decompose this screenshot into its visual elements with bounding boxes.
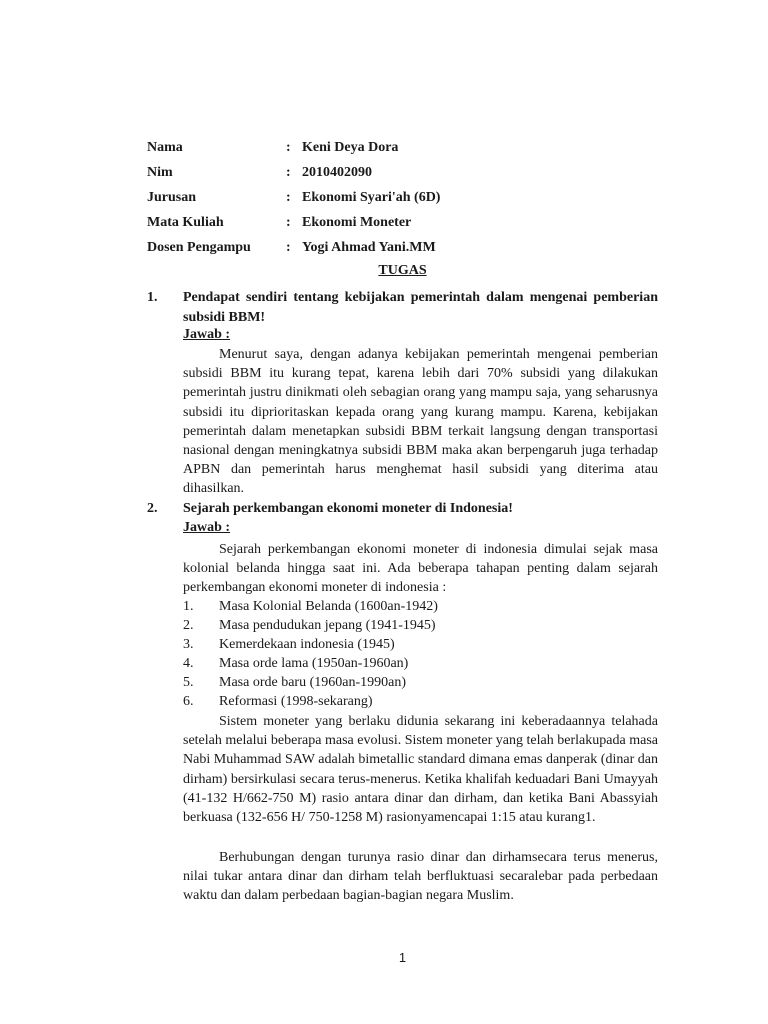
list-number: 3. [183, 637, 194, 652]
info-label: Dosen Pengampu [147, 240, 251, 255]
info-colon: : [286, 215, 291, 230]
question-text: Pendapat sendiri tentang kebijakan pemerintah dalam mengenai pemberian subsidi BBM! [183, 290, 658, 325]
list-text: Masa pendudukan jepang (1941-1945) [219, 618, 436, 633]
document-title: TUGAS [378, 263, 427, 278]
answer-label: Jawab : [183, 327, 231, 342]
info-colon: : [286, 240, 291, 255]
info-label: Jurusan [147, 190, 197, 205]
list-text: Reformasi (1998-sekarang) [219, 694, 373, 709]
answer-intro: Sejarah perkembangan ekonomi moneter di indonesia dimulai sejak masa kolonial belanda hingga saat ini. Ada beberapa tahapan penting dalam sejarah perkembangan ekonomi moneter di indonesia : [183, 542, 658, 596]
list-text: Kemerdekaan indonesia (1945) [219, 637, 395, 652]
list-number: 2. [183, 618, 194, 633]
info-label: Nama [147, 140, 183, 155]
answer-paragraph: Menurut saya, dengan adanya kebijakan pemerintah mengenai pemberian subsidi BBM itu kurang tepat, karena lebih dari 70% subsidi yang dilakukan pemerintah justru dinikmati oleh sebagian orang yang mampu saja, yang seharusnya subsidi itu diprioritaskan kepada orang yang kurang mampu. Karena, kebijakan pemerintah dalam menetapkan subsidi BBM terkait langsung dengan transportasi nasional dengan meningkatnya subsidi BBM maka akan berpengaruh juga terhadap APBN dan pemerintah harus menghemat hasil subsidi yang diterima atau dihasilkan. [183, 347, 658, 497]
info-value: Keni Deya Dora [302, 140, 399, 155]
list-number: 4. [183, 656, 194, 671]
list-text: Masa orde baru (1960an-1990an) [219, 675, 406, 690]
list-number: 5. [183, 675, 194, 690]
list-text: Masa Kolonial Belanda (1600an-1942) [219, 599, 438, 614]
info-colon: : [286, 165, 291, 180]
list-number: 1. [183, 599, 194, 614]
info-value: 2010402090 [302, 165, 372, 180]
question-text: Sejarah perkembangan ekonomi moneter di Indonesia! [183, 501, 513, 516]
info-colon: : [286, 190, 291, 205]
answer-paragraph: Berhubungan dengan turunya rasio dinar dan dirhamsecara terus menerus, nilai tukar antara dinar dan dirham telah berfluktuasi secaralebar pada perbedaan waktu dan dalam perbedaan bagian-bagian negara Muslim. [183, 850, 658, 904]
list-text: Masa orde lama (1950an-1960an) [219, 656, 409, 671]
info-label: Mata Kuliah [147, 215, 224, 230]
info-value: Yogi Ahmad Yani.MM [302, 240, 436, 255]
page-number: 1 [398, 950, 407, 965]
question-number: 1. [147, 290, 158, 305]
answer-paragraph: Sistem moneter yang berlaku didunia sekarang ini keberadaannya telahada setelah melalui beberapa masa evolusi. Sistem moneter yang telah berlakupada masa Nabi Muhammad SAW adalah bimetallic standard dimana emas danperak (dinar dan dirham) bersirkulasi secara terus-menerus. Ketika khalifah keduadari Bani Umayyah (41-132 H/662-750 M) rasio antara dinar dan dirham, dan ketika Bani Abassyiah berkuasa (132-656 H/ 750-1258 M) rasionyamencapai 1:15 atau kurang1. [183, 714, 658, 826]
info-colon: : [286, 140, 291, 155]
answer-label: Jawab : [183, 520, 231, 535]
question-number: 2. [147, 501, 158, 516]
info-label: Nim [147, 165, 173, 180]
info-value: Ekonomi Syari'ah (6D) [302, 190, 441, 205]
list-number: 6. [183, 694, 194, 709]
info-value: Ekonomi Moneter [302, 215, 412, 230]
